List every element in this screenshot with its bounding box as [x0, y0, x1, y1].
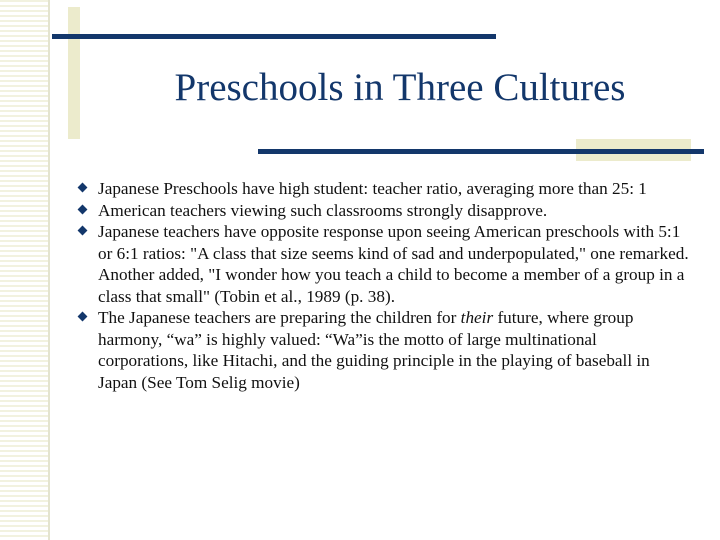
bullet-text: Japanese Preschools have high student: teacher ratio, averaging more than 25: 1 — [98, 179, 647, 198]
bullet-item — [78, 200, 690, 222]
diamond-bullet-icon — [78, 312, 88, 322]
bullet-text-after: future, where group harmony, “wa” is highly valued: “Wa”is the motto of large multinational corporations, like Hitachi, and the guiding principle in the playing of baseball in Japan (See Tom Selig movie) — [98, 308, 650, 392]
bullet-list — [78, 178, 690, 393]
decorative-accent-block-top — [68, 7, 80, 139]
bullet-emphasis: their — [460, 308, 494, 327]
decorative-stripe-band — [0, 0, 50, 540]
diamond-bullet-icon — [78, 204, 88, 214]
slide-title: Preschools in Three Cultures — [174, 66, 626, 109]
title-rule-bottom — [258, 149, 704, 154]
diamond-bullet-icon — [78, 183, 88, 193]
bullet-text-before: The Japanese teachers are preparing the children for — [98, 308, 461, 327]
bullet-text: Japanese teachers have opposite response upon seeing American preschools with 5:1 or 6:1 ratios: "A class that size seems kind of sad and underpopulated," one remarked. Another added, "I wonder how you teach a child to become a member of a group in a class that small" (Tobin et al., 1989 (p. 38). — [98, 222, 689, 306]
title-rule-top — [52, 34, 496, 39]
bullet-text: American teachers viewing such classrooms strongly disapprove. — [98, 200, 548, 220]
bullet-item — [78, 307, 690, 393]
diamond-bullet-icon — [78, 226, 88, 236]
bullet-item — [78, 221, 690, 307]
bullet-item — [78, 178, 690, 200]
